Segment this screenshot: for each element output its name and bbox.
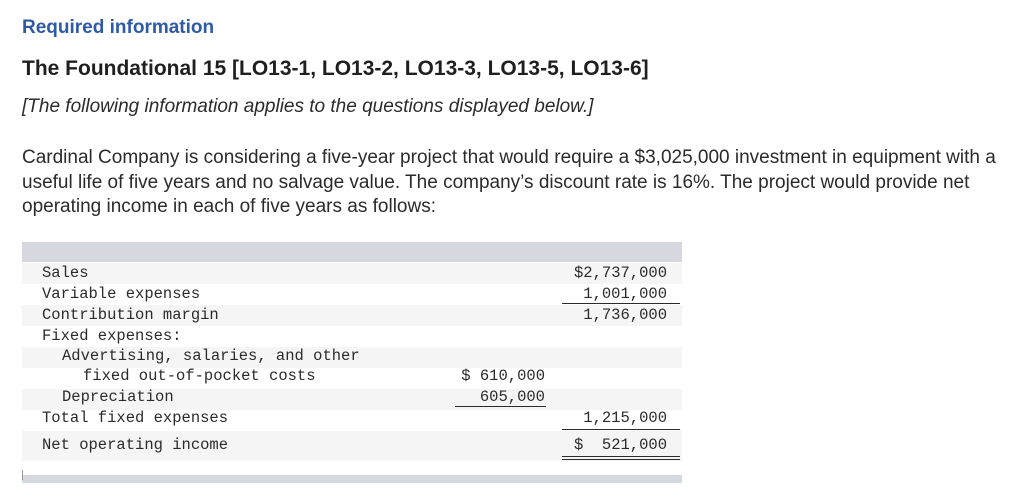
table-footer-bar	[22, 475, 682, 483]
problem-paragraph: Cardinal Company is considering a five-year project that would require a $3,025,000 investment in equipment with a useful life of five years and no salvage value. The company’s discount rate is 16%. The project would provide net operating income in each of five years as follows:	[22, 147, 996, 217]
row-label-total-fixed-expenses: Total fixed expenses	[42, 409, 229, 427]
applies-note: [The following information applies to the questions displayed below.]	[22, 96, 594, 117]
subtotal-rule	[562, 303, 680, 304]
table-header-bar	[22, 242, 682, 262]
double-rule-bottom	[562, 459, 680, 460]
value-variable-expenses: 1,001,000	[583, 285, 667, 303]
double-rule-top	[562, 456, 680, 457]
value-sales: $2,737,000	[573, 264, 667, 282]
value-contribution-margin: 1,736,000	[583, 306, 667, 324]
page-title: The Foundational 15 [LO13-1, LO13-2, LO13-3, LO13-5, LO13-6]	[22, 57, 649, 80]
subtotal-rule	[562, 429, 680, 430]
row-label-sales: Sales	[42, 264, 89, 282]
row-label-fixed-expenses: Fixed expenses:	[42, 327, 182, 345]
row-label-fixed-oop-costs: fixed out-of-pocket costs	[83, 367, 316, 385]
value-total-fixed-expenses: 1,215,000	[583, 409, 667, 427]
required-information-heading: Required information	[22, 17, 215, 38]
row-label-advertising: Advertising, salaries, and other	[62, 347, 360, 365]
value-depreciation: 605,000	[479, 388, 545, 406]
table-left-edge	[22, 470, 23, 480]
row-label-variable-expenses: Variable expenses	[42, 285, 201, 303]
value-net-operating-income: $ 521,000	[573, 436, 667, 454]
row-label-contribution-margin: Contribution margin	[42, 306, 219, 324]
row-label-net-operating-income: Net operating income	[42, 436, 229, 454]
income-table	[22, 242, 682, 476]
subtotal-rule	[455, 406, 546, 407]
value-fixed-oop-costs: $ 610,000	[461, 367, 545, 385]
row-label-depreciation: Depreciation	[62, 388, 174, 406]
